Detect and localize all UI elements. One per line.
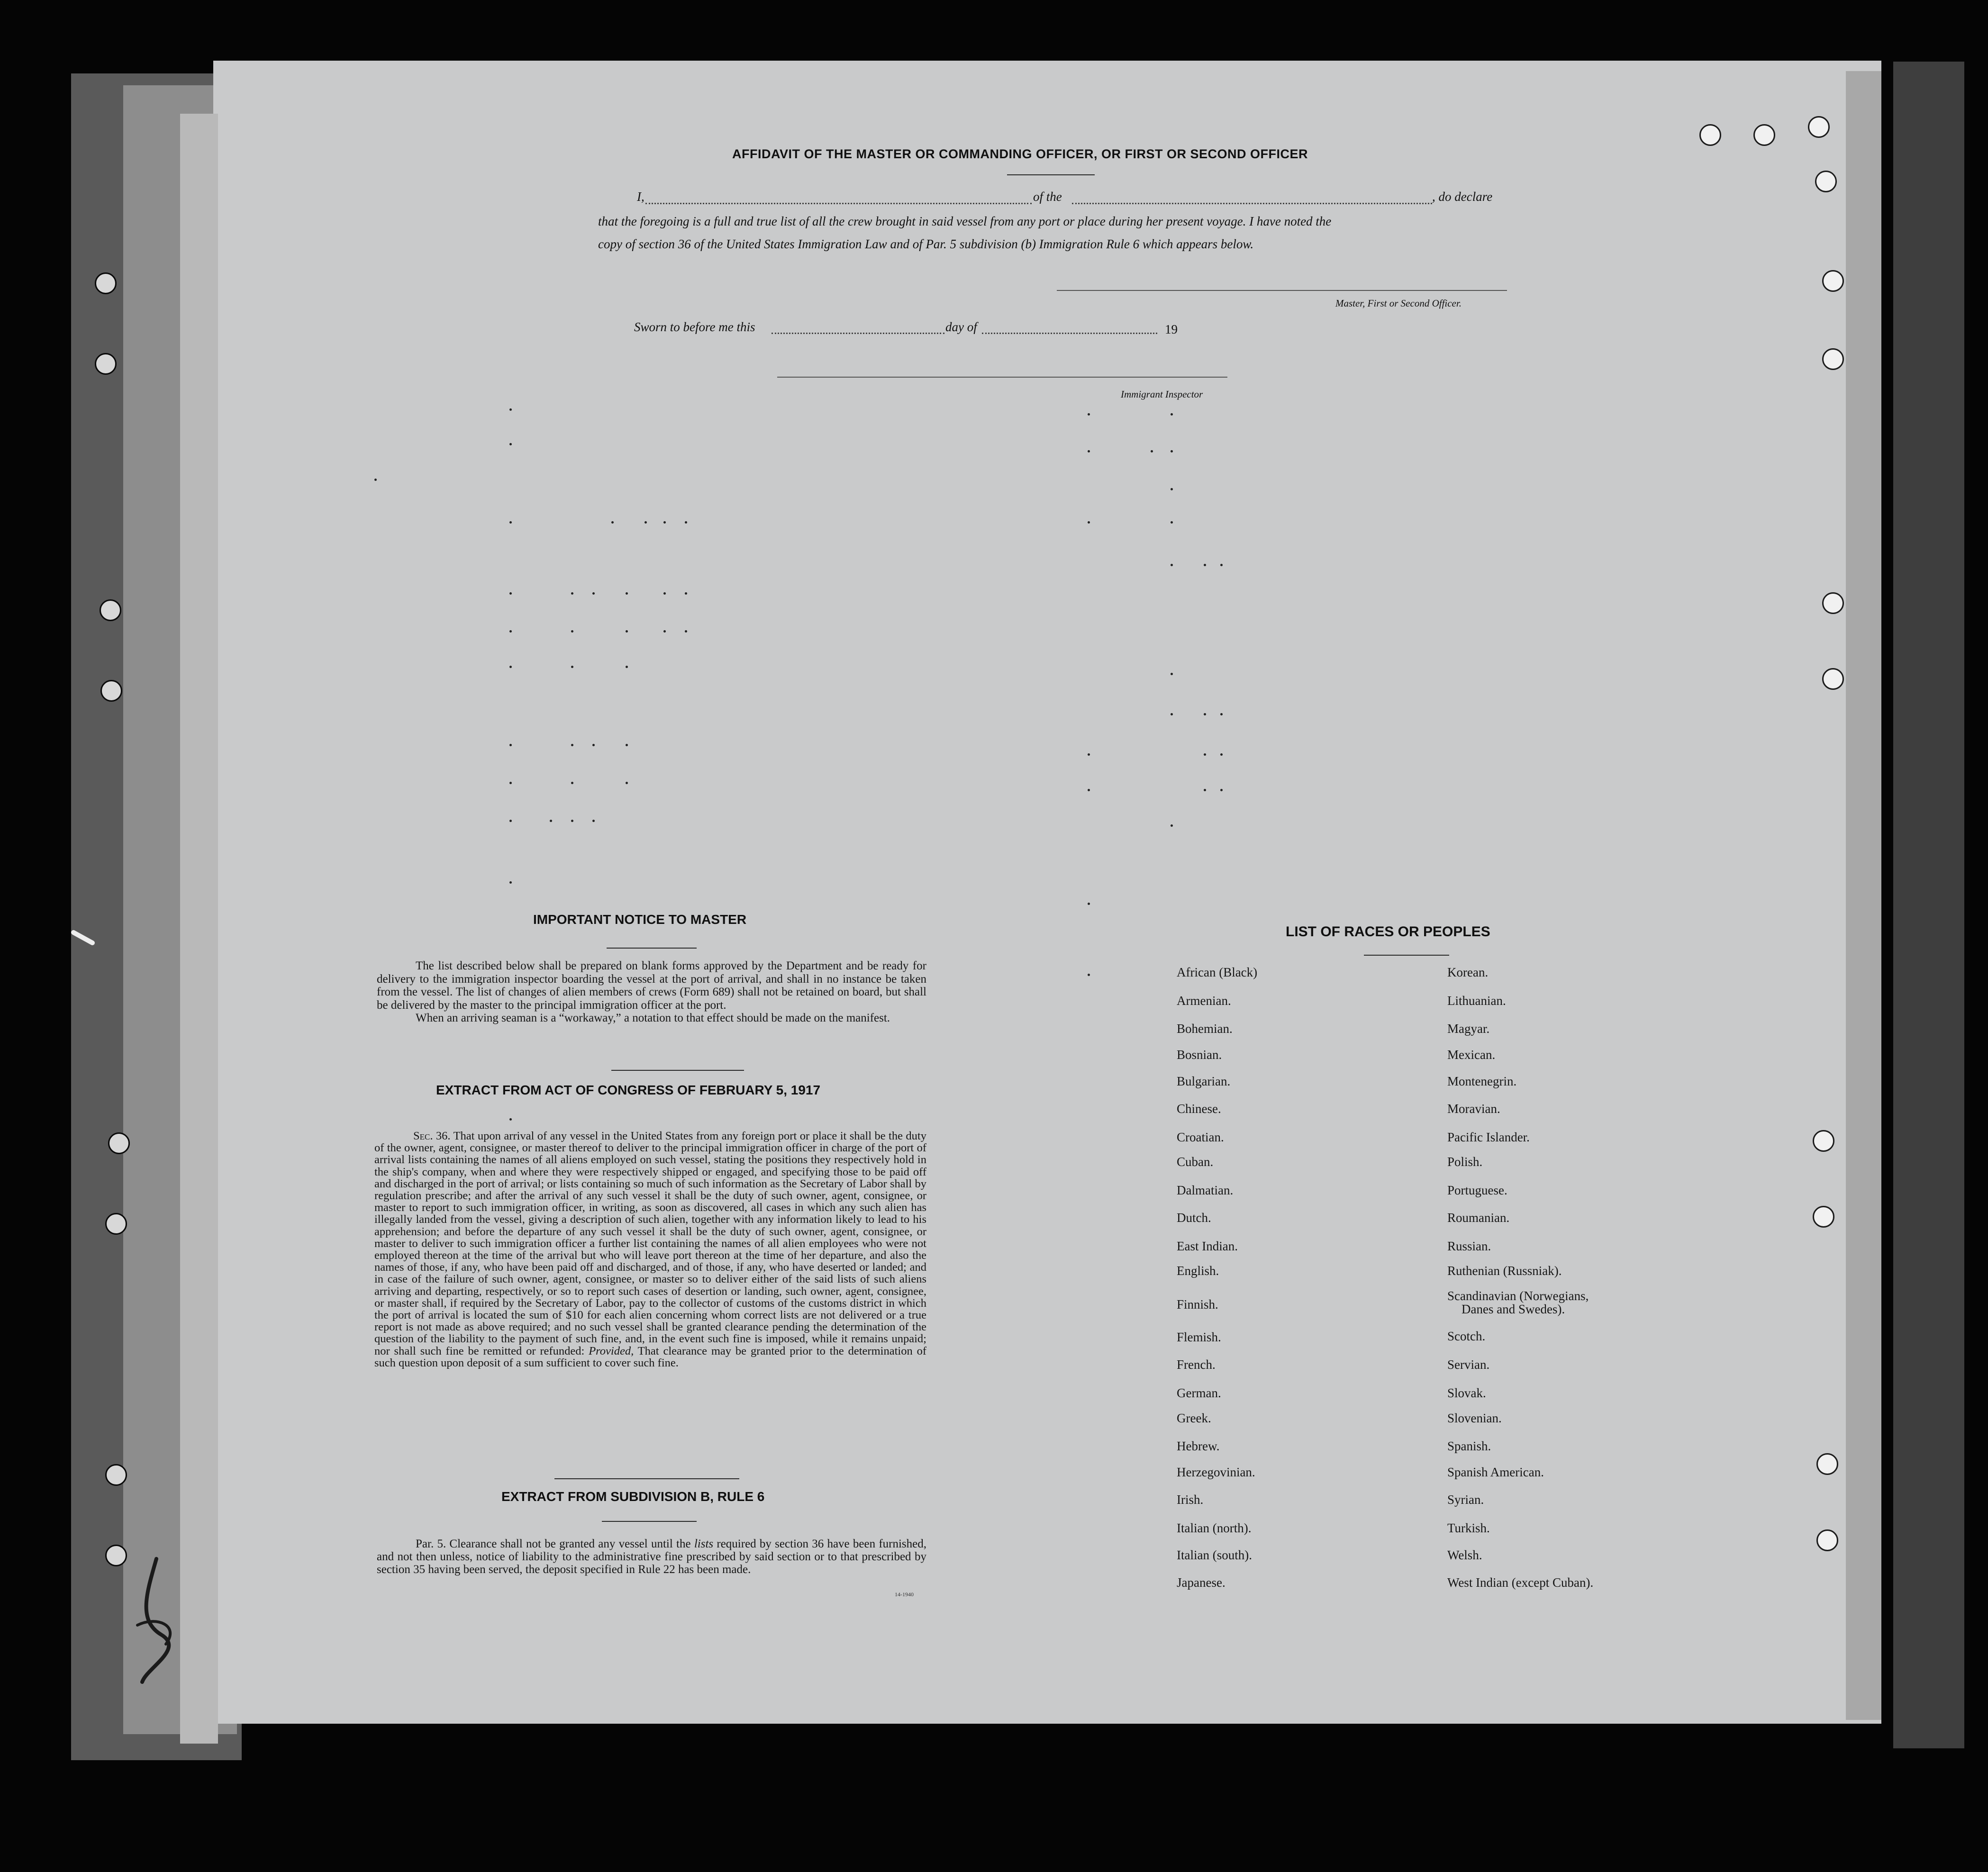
notice-title: IMPORTANT NOTICE TO MASTER <box>533 912 747 927</box>
race-entry: Finnish. <box>1177 1297 1218 1311</box>
race-entry: Ruthenian (Russniak). <box>1447 1264 1562 1278</box>
race-entry: English. <box>1177 1264 1219 1278</box>
par-5-end: required by section 36 have been furnished, and not then unless, notice of liability to the administrative fine prescribed by said section or to that prescribed by section 35 having been served, the deposit specified in Rule 22 has been made. <box>377 1537 927 1576</box>
notice-text <box>377 959 926 1025</box>
affidavit-statement-line: that the foregoing is a full and true list of all the crew brought in said vessel from any port or place during her present voyage. I have noted the <box>598 214 1332 228</box>
section-36-body: That upon arrival of any vessel in the United States from any foreign port or place it shall be the duty of the owner, agent, consignee, or master thereof to deliver to the principal immigration officer in charge of the port of arrival lists containing the names of all aliens employed on such vessel, stating the positions they respectively hold in the ship's company, when and where they were respectively shipped or engaged, and specifying those to be paid off and discharged in the port of arrival; or lists containing so much of such information as the Secretary of Labor shall by regulation prescribe; and after the arrival of any such vessel it shall be the duty of such owner, agent, consignee, or master to report to such immigration officer, in writing, as soon as discovered, all cases in which any such alien has illegally landed from the vessel, giving a description of such alien, together with any information likely to lead to his apprehension; and before the departure of any such vessel it shall be the duty of such owner, agent, consignee, or master to deliver to such immigration officer a further list containing the names of all alien employees who were not employed thereon at the time of the arrival but who will leave port thereon at the time of her departure, and also the names of those, if any, who have been paid off and discharged, and of those, if any, who have deserted or landed; and in case of the failure of such owner, agent, consignee, or master so to deliver either of the said lists of such aliens arriving and departing, respectively, or so to report such cases of desertion or landing, such owner, agent, consignee, or master shall, if required by the Secretary of Labor, pay to the collector of customs of the customs district in which the port of arrival is located the sum of $10 for each alien concerning whom correct lists are not delivered or a true report is not made as above required; and no such vessel shall be granted clearance pending the determination of the question of the liability to the payment of such fine, and, in the event such fine is imposed, while it remains unpaid; nor shall such fine be remitted or refunded: <box>374 1130 926 1357</box>
punch-hole <box>1816 1529 1838 1551</box>
race-entry: Polish. <box>1447 1155 1483 1169</box>
punch-hole <box>108 1132 130 1154</box>
paper-tab-mark <box>71 929 100 948</box>
punch-hole <box>95 353 117 375</box>
sworn-day-blank[interactable] <box>772 333 944 334</box>
race-entry: Portuguese. <box>1447 1183 1507 1197</box>
punch-hole <box>1822 668 1844 690</box>
punch-hole <box>1813 1206 1834 1228</box>
punch-hole <box>95 272 117 294</box>
race-entry: Welsh. <box>1447 1548 1482 1562</box>
affidavit-of-the-label: of the <box>1033 190 1062 204</box>
punch-hole <box>100 680 122 702</box>
race-entry: Slovak. <box>1447 1386 1486 1400</box>
affidavit-statement-line: copy of section 36 of the United States Immigration Law and of Par. 5 subdivision (b) Immigration Rule 6 which appears below. <box>598 237 1254 251</box>
punch-hole <box>1813 1130 1834 1152</box>
race-entry: Cuban. <box>1177 1155 1214 1169</box>
race-entry: Dalmatian. <box>1177 1183 1234 1197</box>
rule-divider <box>602 1521 697 1522</box>
provided-word: Provided, <box>589 1344 634 1357</box>
sworn-label: Sworn to before me this <box>634 320 755 334</box>
punch-hole <box>1816 1453 1838 1475</box>
race-entry: Irish. <box>1177 1492 1204 1507</box>
race-entry: Servian. <box>1447 1357 1490 1372</box>
vessel-name-blank[interactable] <box>1072 203 1432 204</box>
punch-hole <box>1822 592 1844 614</box>
form-number: 14-1940 <box>895 1591 914 1598</box>
section-36-body-end: That clearance may be granted prior to the determination of such question upon deposit of a sum sufficient to cover such fine. <box>374 1344 927 1369</box>
race-entry: Italian (south). <box>1177 1548 1252 1562</box>
race-entry: African (Black) <box>1177 965 1258 979</box>
punch-hole <box>1753 124 1775 146</box>
manifest-page <box>213 61 1881 1724</box>
punch-hole <box>105 1213 127 1235</box>
punch-hole <box>1822 348 1844 370</box>
section-divider <box>554 1478 739 1479</box>
race-entry: Hebrew. <box>1177 1439 1220 1453</box>
race-entry: German. <box>1177 1386 1221 1400</box>
notice-paragraph: When an arriving seaman is a “workaway,” a notation to that effect should be made on the manifest. <box>416 1012 890 1025</box>
race-entry: Flemish. <box>1177 1330 1221 1344</box>
master-signature-caption: Master, First or Second Officer. <box>1335 298 1461 309</box>
punch-hole <box>1699 124 1721 146</box>
race-entry: Magyar. <box>1447 1022 1490 1036</box>
race-entry: Roumanian. <box>1447 1211 1510 1225</box>
race-entry: Herzegovinian. <box>1177 1465 1255 1479</box>
race-entry: Spanish American. <box>1447 1465 1544 1479</box>
punch-hole <box>1808 116 1830 138</box>
race-entry: Bohemian. <box>1177 1022 1233 1036</box>
affidavit-declare-label: , do declare <box>1432 190 1493 204</box>
par-5-start: Par. 5. Clearance shall not be granted any vessel until the <box>416 1537 691 1550</box>
race-entry: Danes and Swedes). <box>1461 1302 1565 1316</box>
race-entry: Italian (north). <box>1177 1521 1252 1535</box>
par-5-text <box>377 1537 926 1576</box>
extract-rule-title: EXTRACT FROM SUBDIVISION B, RULE 6 <box>501 1489 765 1504</box>
day-of-label: day of <box>945 320 977 334</box>
race-entry: Moravian. <box>1447 1102 1500 1116</box>
page-shadow <box>1846 71 1881 1720</box>
race-entry: Slovenian. <box>1447 1411 1502 1425</box>
punch-hole <box>1822 270 1844 292</box>
race-entry: Lithuanian. <box>1447 994 1506 1008</box>
affidavit-title: AFFIDAVIT OF THE MASTER OR COMMANDING OFFICER, OR FIRST OR SECOND OFFICER <box>732 147 1308 161</box>
race-entry: Montenegrin. <box>1447 1074 1517 1088</box>
race-entry: Russian. <box>1447 1239 1491 1253</box>
race-entry: Scandinavian (Norwegians, <box>1447 1289 1589 1303</box>
lists-word: lists <box>694 1537 714 1550</box>
extract-act-title: EXTRACT FROM ACT OF CONGRESS OF FEBRUARY 5, 1917 <box>436 1083 821 1097</box>
punch-hole <box>100 599 121 621</box>
affidavit-i-label: I, <box>637 190 645 204</box>
year-prefix: 19 <box>1165 322 1178 336</box>
title-rule <box>1007 174 1095 175</box>
race-entry: East Indian. <box>1177 1239 1238 1253</box>
notice-rule <box>607 948 697 949</box>
race-entry: Greek. <box>1177 1411 1211 1425</box>
master-name-blank[interactable] <box>645 203 1032 204</box>
punch-hole <box>105 1545 127 1566</box>
race-entry: Dutch. <box>1177 1211 1211 1225</box>
race-entry: Spanish. <box>1447 1439 1491 1453</box>
master-signature-line[interactable] <box>1057 290 1507 291</box>
section-36-text <box>374 1130 926 1369</box>
race-entry: French. <box>1177 1357 1216 1372</box>
race-entry: Bulgarian. <box>1177 1074 1231 1088</box>
inspector-signature-line[interactable] <box>777 377 1227 378</box>
sworn-month-blank[interactable] <box>982 333 1157 334</box>
race-entry: Syrian. <box>1447 1492 1484 1507</box>
race-entry: Bosnian. <box>1177 1048 1222 1062</box>
race-entry: Pacific Islander. <box>1447 1130 1530 1144</box>
punch-hole <box>105 1464 127 1486</box>
race-entry: Korean. <box>1447 965 1489 979</box>
race-entry: Armenian. <box>1177 994 1231 1008</box>
race-entry: Scotch. <box>1447 1329 1486 1343</box>
race-entry: West Indian (except Cuban). <box>1447 1575 1594 1590</box>
pencil-mark <box>128 1554 223 1687</box>
race-entry: Croatian. <box>1177 1130 1224 1144</box>
race-entry: Japanese. <box>1177 1575 1225 1590</box>
notice-paragraph: The list described below shall be prepared on blank forms approved by the Department and be ready for delivery to the immigration inspector boarding the vessel at the port of arrival, and shall in no instance be taken from the vessel. The list of changes of alien members of crews (Form 689) shall not be retained on board, but shall be delivered by the master to the principal immigration officer at the port. <box>377 959 926 1012</box>
race-entry: Mexican. <box>1447 1048 1496 1062</box>
section-divider <box>611 1070 744 1071</box>
inspector-caption: Immigrant Inspector <box>1121 389 1203 400</box>
binder-right <box>1893 62 1964 1748</box>
race-entry: Turkish. <box>1447 1521 1490 1535</box>
race-entry: Chinese. <box>1177 1102 1221 1116</box>
section-36-label: Sec. 36. <box>413 1130 451 1142</box>
page-edge <box>180 114 218 1744</box>
races-rule <box>1364 955 1449 956</box>
punch-hole <box>1815 171 1837 192</box>
races-title: LIST OF RACES OR PEOPLES <box>1286 924 1490 940</box>
